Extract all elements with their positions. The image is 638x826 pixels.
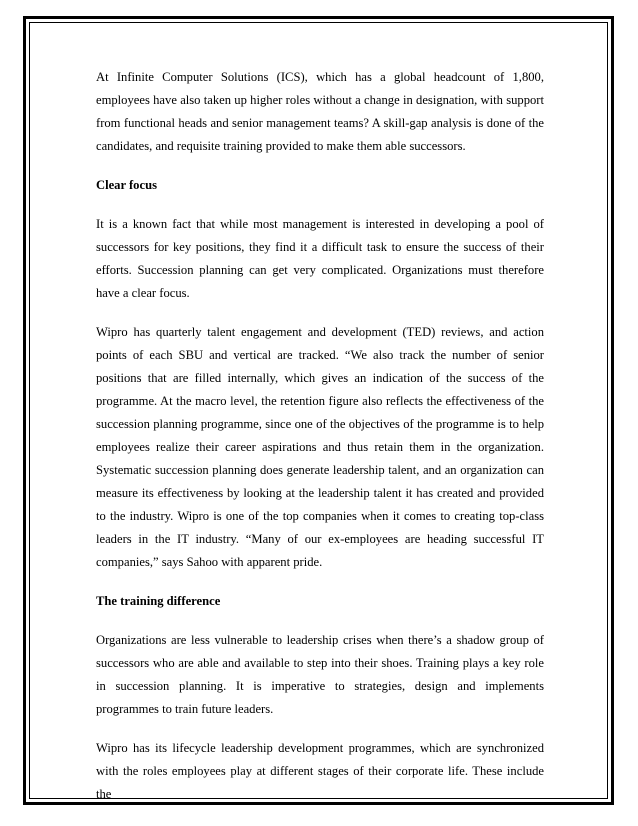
paragraph-ics: At Infinite Computer Solutions (ICS), which has a global headcount of 1,800, employees have also taken up higher roles without a change in designation, with support from functional heads and senior management teams? A skill-gap analysis is done of the candidates, and requisite training provided to make them able successors. [96,70,544,153]
paragraph-wipro-ted: Wipro has quarterly talent engagement and development (TED) reviews, and action points of each SBU and vertical are tracked. “We also track the number of senior positions that are filled internally, which gives an indication of the success of the programme. At the macro level, the retention figure also reflects the effectiveness of the succession planning programme, since one of the objectives of the programme is to help employees realize their career aspirations and thus retain them in the organization. Systematic succession planning does generate leadership talent, and an organization can measure its effectiveness by looking at the leadership talent it has created and provided to the industry. Wipro is one of the top companies when it comes to creating top-class leaders in the IT industry. “Many of our ex-employees are heading successful IT companies,” says Sahoo with apparent pride. [96,325,544,569]
heading-training-difference: The training difference [96,594,221,608]
heading-clear-focus: Clear focus [96,178,157,192]
document-body [96,66,544,806]
paragraph-clear-focus: It is a known fact that while most management is interested in developing a pool of successors for key positions, they find it a difficult task to ensure the success of their efforts. Succession planning can get very complicated. Organizations must therefore have a clear focus. [96,217,544,300]
paragraph-training: Organizations are less vulnerable to leadership crises when there’s a shadow group of successors who are able and available to step into their shoes. Training plays a key role in succession planning. It is imperative to strategies, design and implements programmes to train future leaders. [96,633,544,716]
paragraph-wipro-lifecycle: Wipro has its lifecycle leadership development programmes, which are synchronized with the roles employees play at different stages of their corporate life. These include the [96,741,544,801]
